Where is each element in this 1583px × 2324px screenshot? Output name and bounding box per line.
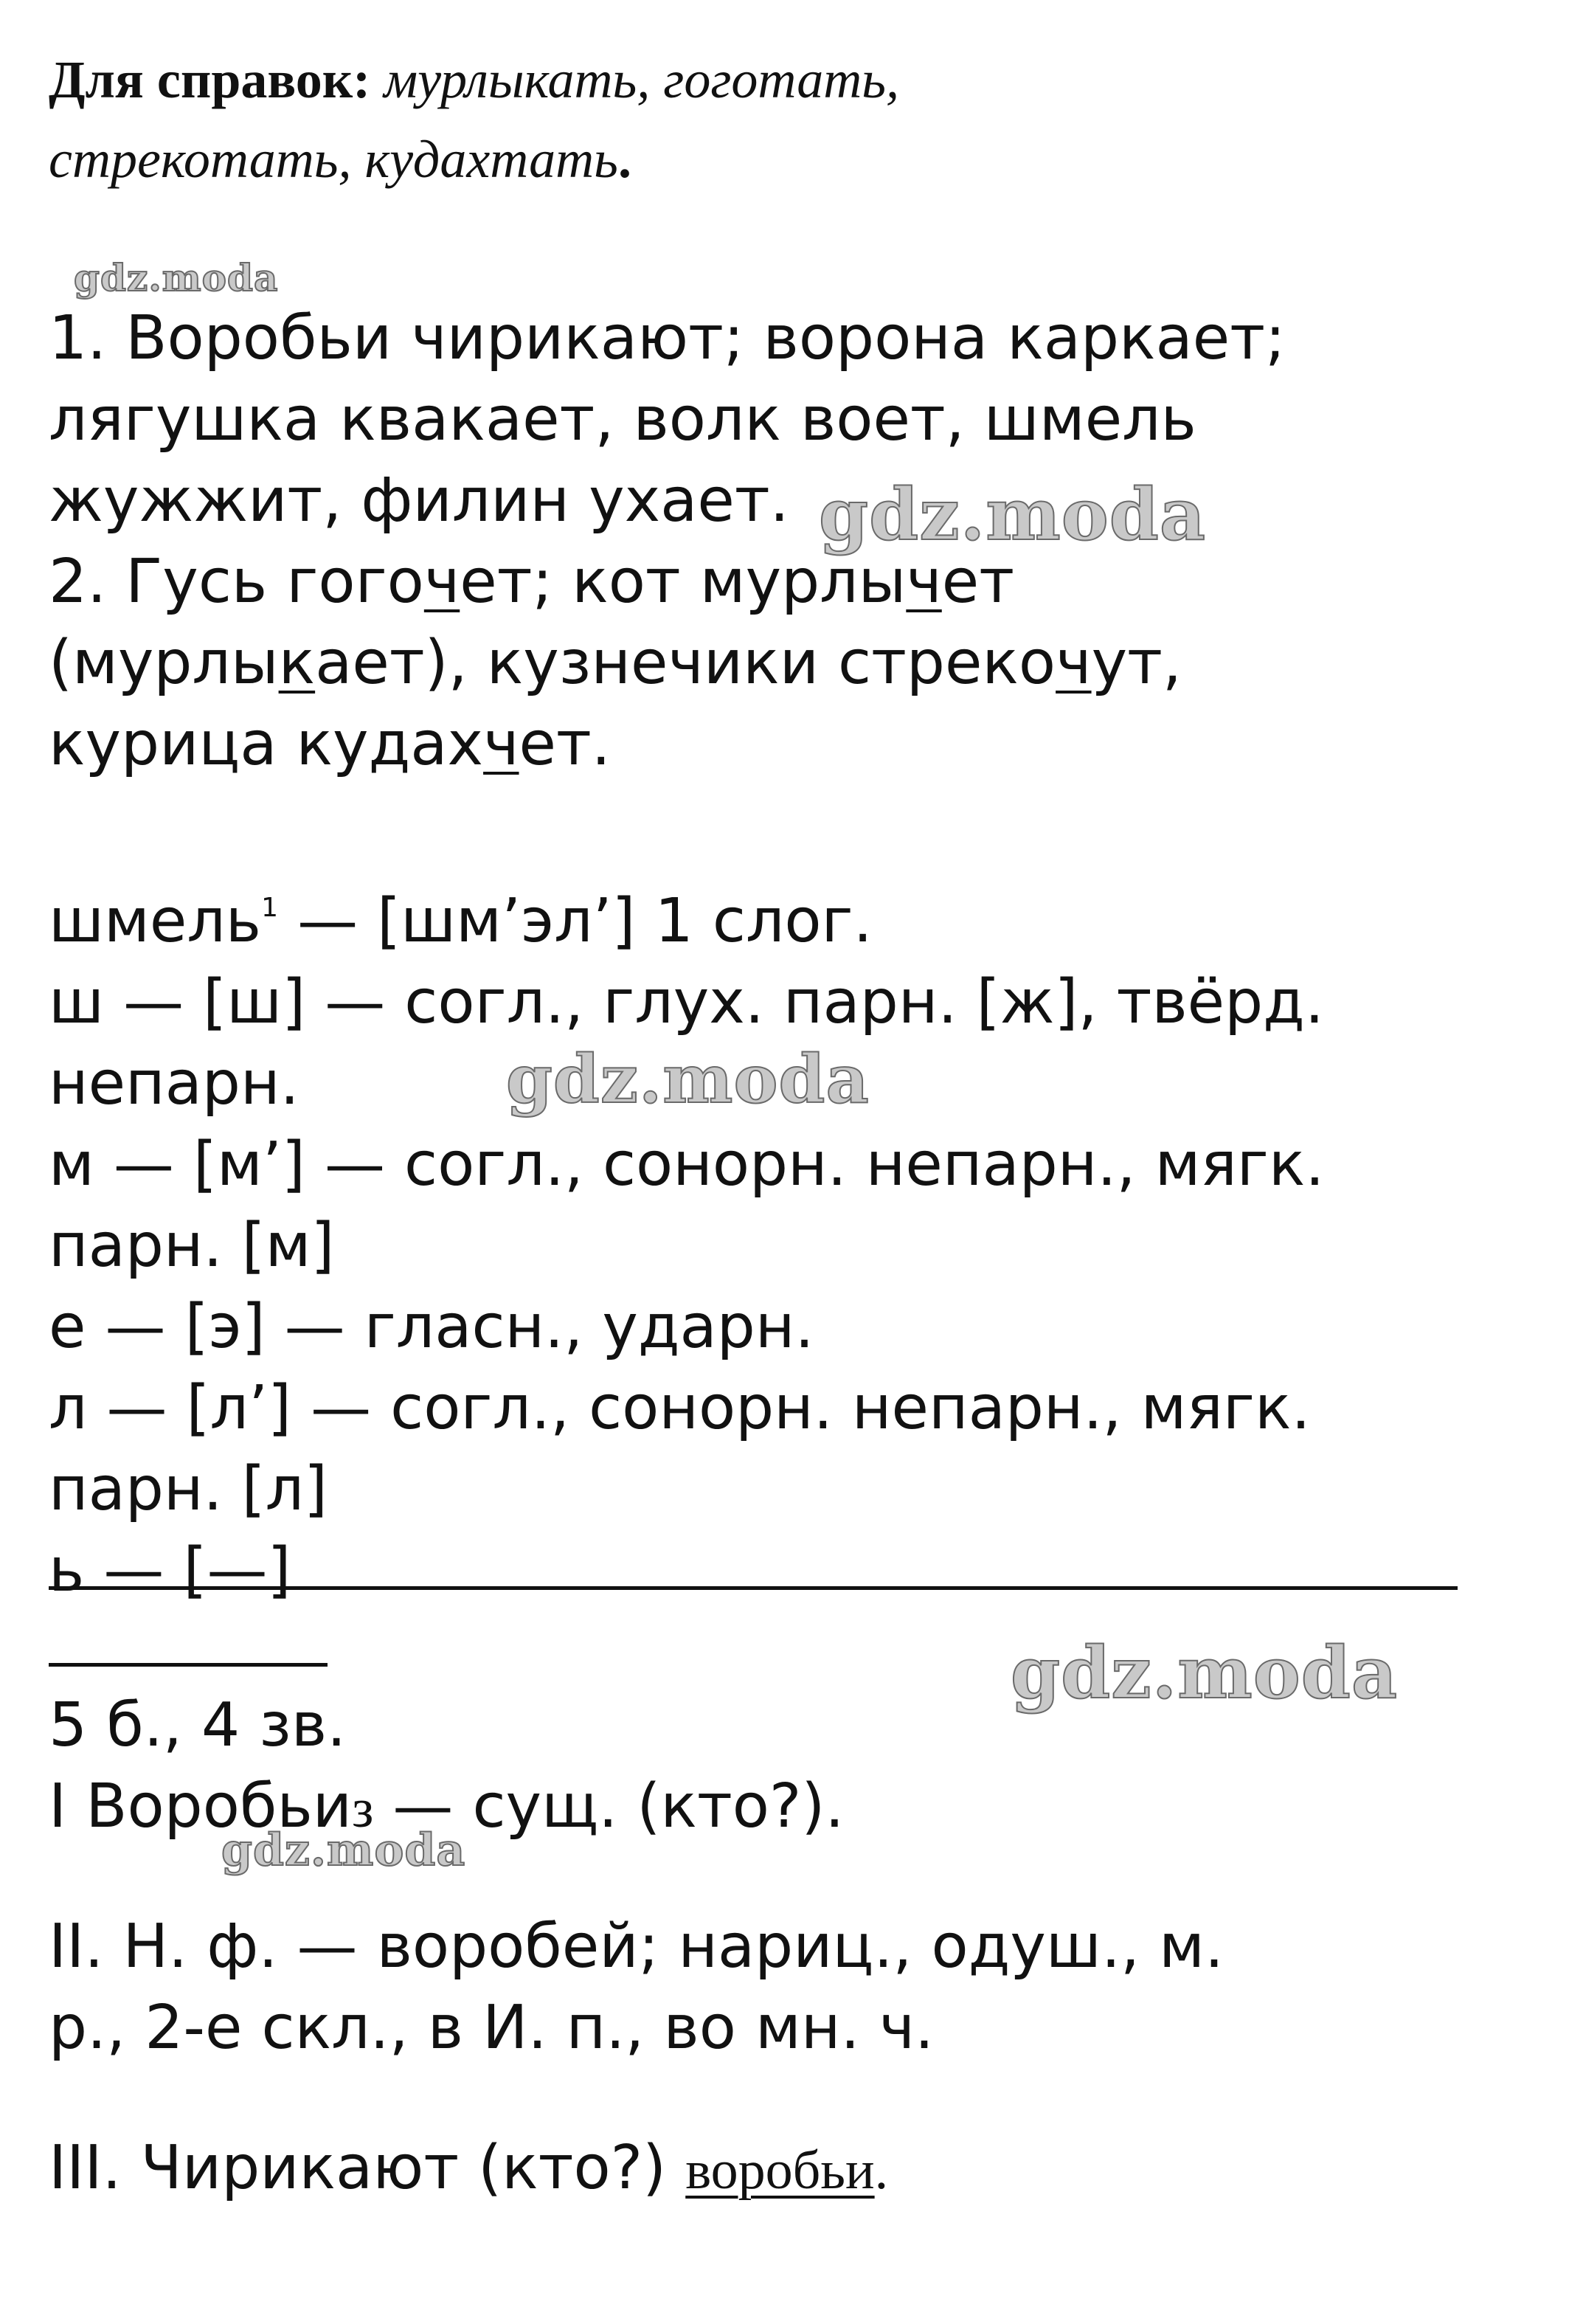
morph-part-3: III. Чирикают (кто?) воробьи. [49,2133,889,2203]
morph-part-2-line-2: р., 2-е скл., в И. п., во мн. ч. [49,1993,935,2063]
reference-words-1: мурлыкать, гоготать, [384,50,900,109]
watermark: gdz.moda [1011,1631,1399,1715]
phonetic-sh-line-2: непарн. [49,1048,299,1118]
watermark: gdz.moda [221,1825,466,1876]
sound-count: 5 б., 4 зв. [49,1690,347,1760]
watermark: gdz.moda [819,473,1207,556]
answer1-line-3: жужжит, филин ухает. [49,466,789,536]
phonetic-l-line-2: парн. [л] [49,1454,328,1524]
answer1-line-2: лягушка квакает, волк воет, шмель [49,384,1196,454]
underlined-letter: ч [1056,628,1092,698]
phonetic-word: шмель [49,886,262,956]
reference-line-2 [49,130,631,189]
reference-line-1 [49,50,900,109]
reference-label: Для справок: [49,50,371,109]
phonetic-m-line-1: м — [м’] — согл., сонорн. непарн., мягк. [49,1130,1325,1200]
transcription: — [шм’эл’] 1 слог. [278,886,873,956]
subject-word: воробьи [685,2140,875,2201]
answer2-line-3: курица кудахчет. [49,709,611,779]
morph-part-2-line-1: II. Н. ф. — воробей; нариц., одуш., м. [49,1912,1225,1982]
superscript: 1 [261,893,278,923]
divider-line-short [49,1663,328,1667]
phonetic-soft-sign-line: ь — [—] [49,1535,291,1605]
morph-part-1: I Воробьиз — сущ. (кто?). [49,1771,845,1841]
reference-period: . [617,130,631,189]
underlined-letter: ч [423,547,460,617]
phonetic-sh-line-1: ш — [ш] — согл., глух. парн. [ж], твёрд. [49,967,1324,1037]
phonetic-m-line-2: парн. [м] [49,1211,335,1281]
phonetic-l-line-1: л — [л’] — согл., сонорн. непарн., мягк. [49,1373,1311,1443]
underlined-letter: ч [483,709,519,779]
subscript-mark: з [352,1779,374,1839]
watermark: gdz.moda [74,256,279,300]
answer1-line-1: 1. Воробьи чирикают; ворона каркает; [49,303,1286,373]
phonetic-e-line: е — [э] — гласн., ударн. [49,1292,814,1362]
divider-line [49,1586,1458,1590]
phonetic-header [49,886,873,956]
answer2-line-2: (мурлыкает), кузнечики стрекочут, [49,628,1182,698]
underlined-letter: ч [906,547,942,617]
reference-words-2: стрекотать, кудахтать [49,130,618,189]
answer2-line-1: 2. Гусь гогочет; кот мурлычет [49,547,1014,617]
watermark: gdz.moda [506,1040,870,1118]
underlined-letter: к [278,628,316,698]
